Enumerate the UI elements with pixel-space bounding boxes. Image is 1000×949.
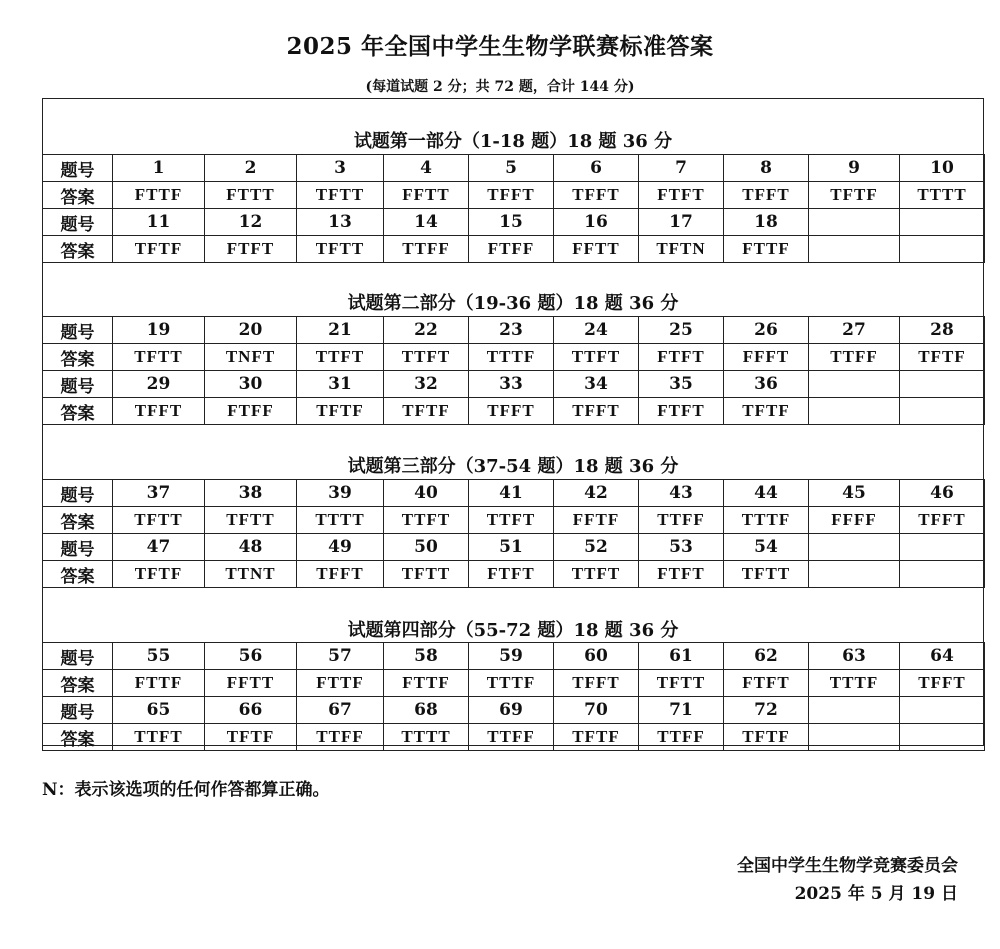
question-number xyxy=(809,534,900,561)
answer-cell: FFTT xyxy=(205,670,297,697)
answer-cell: FTTF xyxy=(297,670,384,697)
question-number: 45 xyxy=(809,480,900,507)
question-number: 42 xyxy=(554,480,639,507)
question-number: 7 xyxy=(639,155,724,182)
answer-cell: TTFF xyxy=(639,724,724,751)
answer-cell: FTTF xyxy=(113,182,205,209)
question-number: 66 xyxy=(205,697,297,724)
question-number: 10 xyxy=(900,155,985,182)
question-number xyxy=(900,534,985,561)
question-number xyxy=(809,209,900,236)
answer-cell: FFTT xyxy=(554,236,639,263)
answer-cell: TFTT xyxy=(724,561,809,588)
question-number: 60 xyxy=(554,643,639,670)
question-number: 20 xyxy=(205,317,297,344)
question-number: 17 xyxy=(639,209,724,236)
answer-cell: TTTT xyxy=(384,724,469,751)
answer-label: 答案 xyxy=(43,236,113,263)
question-number: 43 xyxy=(639,480,724,507)
answer-cell: FTFF xyxy=(205,398,297,425)
table-row xyxy=(43,561,985,588)
question-number xyxy=(900,209,985,236)
question-number: 40 xyxy=(384,480,469,507)
question-number: 65 xyxy=(113,697,205,724)
answer-cell: TTFT xyxy=(384,507,469,534)
answer-cell: TTTF xyxy=(469,344,554,371)
answer-cell: TFTF xyxy=(809,182,900,209)
qnum-label: 题号 xyxy=(43,155,113,182)
qnum-label: 题号 xyxy=(43,480,113,507)
section-4-title: 试题第四部分（55-72 题）18 题 36 分 xyxy=(347,620,679,641)
question-number: 54 xyxy=(724,534,809,561)
answer-cell: FTFF xyxy=(469,236,554,263)
question-number: 36 xyxy=(724,371,809,398)
table-row xyxy=(43,155,985,182)
section-1-table xyxy=(42,154,985,263)
question-number: 27 xyxy=(809,317,900,344)
table-row xyxy=(43,670,985,697)
answer-cell: TFTF xyxy=(113,236,205,263)
answer-cell: TTFF xyxy=(384,236,469,263)
answer-cell: TTFF xyxy=(297,724,384,751)
section-2-table xyxy=(42,316,985,425)
answer-cell: TFTF xyxy=(724,724,809,751)
answer-cell xyxy=(809,561,900,588)
answer-cell: TFTT xyxy=(639,670,724,697)
answer-cell: TFFT xyxy=(113,398,205,425)
question-number: 62 xyxy=(724,643,809,670)
question-number: 57 xyxy=(297,643,384,670)
question-number: 67 xyxy=(297,697,384,724)
answer-label: 答案 xyxy=(43,670,113,697)
section-3-table xyxy=(42,479,985,588)
question-number: 9 xyxy=(809,155,900,182)
question-number: 5 xyxy=(469,155,554,182)
table-row xyxy=(43,724,985,751)
answer-cell: FFTT xyxy=(384,182,469,209)
question-number: 14 xyxy=(384,209,469,236)
question-number: 21 xyxy=(297,317,384,344)
answer-cell xyxy=(900,236,985,263)
question-number: 4 xyxy=(384,155,469,182)
question-number: 6 xyxy=(554,155,639,182)
answer-cell: TTFT xyxy=(469,507,554,534)
question-number: 44 xyxy=(724,480,809,507)
section-3-title: 试题第三部分（37-54 题）18 题 36 分 xyxy=(347,456,679,477)
question-number: 38 xyxy=(205,480,297,507)
table-row xyxy=(43,697,985,724)
answer-cell xyxy=(809,724,900,751)
question-number: 47 xyxy=(113,534,205,561)
answer-cell: TFTT xyxy=(205,507,297,534)
answer-cell: TFTT xyxy=(297,236,384,263)
section-2-title: 试题第二部分（19-36 题）18 题 36 分 xyxy=(347,293,679,314)
answer-cell: TFTT xyxy=(113,344,205,371)
page-title: 2025 年全国中学生生物学联赛标准答案 xyxy=(286,33,714,60)
answer-cell: TNFT xyxy=(205,344,297,371)
question-number: 8 xyxy=(724,155,809,182)
answer-cell xyxy=(900,724,985,751)
question-number: 49 xyxy=(297,534,384,561)
question-number: 59 xyxy=(469,643,554,670)
answer-cell: TFFT xyxy=(554,182,639,209)
qnum-label: 题号 xyxy=(43,534,113,561)
answer-cell: TTFT xyxy=(554,561,639,588)
table-row xyxy=(43,480,985,507)
answer-cell: TFFT xyxy=(900,670,985,697)
table-row xyxy=(43,398,985,425)
question-number: 11 xyxy=(113,209,205,236)
answer-cell: TFFT xyxy=(900,507,985,534)
answer-cell: FFFT xyxy=(724,344,809,371)
answer-cell: TTTF xyxy=(724,507,809,534)
answer-cell: FTFT xyxy=(469,561,554,588)
question-number: 24 xyxy=(554,317,639,344)
question-number: 68 xyxy=(384,697,469,724)
question-number: 48 xyxy=(205,534,297,561)
answer-cell: TFTF xyxy=(113,561,205,588)
question-number: 22 xyxy=(384,317,469,344)
table-row xyxy=(43,209,985,236)
signature-date: 2025 年 5 月 19 日 xyxy=(794,884,958,904)
answer-cell: FTTF xyxy=(113,670,205,697)
answer-cell xyxy=(900,398,985,425)
answer-cell: TFTT xyxy=(297,182,384,209)
question-number: 34 xyxy=(554,371,639,398)
answer-cell: TFFT xyxy=(724,182,809,209)
question-number: 31 xyxy=(297,371,384,398)
question-number xyxy=(900,371,985,398)
answer-cell: TFTT xyxy=(113,507,205,534)
question-number: 55 xyxy=(113,643,205,670)
question-number: 51 xyxy=(469,534,554,561)
answer-cell xyxy=(809,236,900,263)
answer-cell: TFTF xyxy=(384,398,469,425)
question-number: 13 xyxy=(297,209,384,236)
question-number: 50 xyxy=(384,534,469,561)
question-number: 32 xyxy=(384,371,469,398)
answer-cell: FTFT xyxy=(205,236,297,263)
qnum-label: 题号 xyxy=(43,697,113,724)
question-number: 70 xyxy=(554,697,639,724)
question-number xyxy=(900,697,985,724)
section-4-table xyxy=(42,642,985,751)
answer-cell: FFFF xyxy=(809,507,900,534)
answer-label: 答案 xyxy=(43,344,113,371)
answer-cell: TFTF xyxy=(900,344,985,371)
page-subtitle: (每道试题 2 分；共 72 题，合计 144 分) xyxy=(365,79,635,95)
question-number: 53 xyxy=(639,534,724,561)
answer-cell xyxy=(900,561,985,588)
section-1-title: 试题第一部分（1-18 题）18 题 36 分 xyxy=(353,131,673,152)
answer-label: 答案 xyxy=(43,561,113,588)
question-number: 18 xyxy=(724,209,809,236)
answer-table-frame xyxy=(42,98,984,750)
answer-cell: TFTF xyxy=(205,724,297,751)
question-number: 61 xyxy=(639,643,724,670)
answer-cell: FTFT xyxy=(724,670,809,697)
qnum-label: 题号 xyxy=(43,317,113,344)
question-number: 28 xyxy=(900,317,985,344)
answer-cell: TTTF xyxy=(809,670,900,697)
answer-cell: TTFF xyxy=(469,724,554,751)
question-number: 52 xyxy=(554,534,639,561)
qnum-label: 题号 xyxy=(43,643,113,670)
question-number xyxy=(809,371,900,398)
answer-cell: TFTT xyxy=(384,561,469,588)
footnote: N：表示该选项的任何作答都算正确。 xyxy=(42,780,330,800)
answer-cell xyxy=(809,398,900,425)
question-number: 1 xyxy=(113,155,205,182)
question-number: 58 xyxy=(384,643,469,670)
signature-org: 全国中学生生物学竞赛委员会 xyxy=(737,856,958,876)
answer-cell: TTFF xyxy=(639,507,724,534)
question-number: 12 xyxy=(205,209,297,236)
answer-cell: FTTF xyxy=(384,670,469,697)
answer-cell: TFFT xyxy=(469,182,554,209)
table-row xyxy=(43,507,985,534)
answer-cell: TTTF xyxy=(469,670,554,697)
answer-cell: FTTT xyxy=(205,182,297,209)
table-row xyxy=(43,182,985,209)
question-number: 69 xyxy=(469,697,554,724)
answer-cell: TTFT xyxy=(113,724,205,751)
question-number: 71 xyxy=(639,697,724,724)
question-number: 72 xyxy=(724,697,809,724)
question-number: 29 xyxy=(113,371,205,398)
question-number: 26 xyxy=(724,317,809,344)
answer-cell: TTFT xyxy=(384,344,469,371)
signature-block xyxy=(737,852,958,908)
answer-cell: TTFF xyxy=(809,344,900,371)
answer-cell: TFFT xyxy=(469,398,554,425)
question-number: 3 xyxy=(297,155,384,182)
table-row xyxy=(43,643,985,670)
question-number: 39 xyxy=(297,480,384,507)
answer-cell: FTFT xyxy=(639,398,724,425)
question-number: 46 xyxy=(900,480,985,507)
question-number: 37 xyxy=(113,480,205,507)
question-number: 15 xyxy=(469,209,554,236)
answer-cell: TFTF xyxy=(554,724,639,751)
question-number: 16 xyxy=(554,209,639,236)
question-number: 64 xyxy=(900,643,985,670)
answer-cell: FTFT xyxy=(639,182,724,209)
answer-cell: TFTF xyxy=(724,398,809,425)
answer-cell: FFTF xyxy=(554,507,639,534)
answer-cell: FTFT xyxy=(639,344,724,371)
answer-label: 答案 xyxy=(43,507,113,534)
question-number: 23 xyxy=(469,317,554,344)
answer-cell: TTTT xyxy=(900,182,985,209)
answer-cell: TTNT xyxy=(205,561,297,588)
answer-cell: FTTF xyxy=(724,236,809,263)
answer-label: 答案 xyxy=(43,724,113,751)
question-number: 63 xyxy=(809,643,900,670)
table-row xyxy=(43,344,985,371)
table-row xyxy=(43,371,985,398)
answer-cell: TFTN xyxy=(639,236,724,263)
answer-cell: TFFT xyxy=(554,398,639,425)
question-number: 2 xyxy=(205,155,297,182)
table-row xyxy=(43,534,985,561)
answer-cell: TFTF xyxy=(297,398,384,425)
question-number: 25 xyxy=(639,317,724,344)
answer-cell: TFFT xyxy=(554,670,639,697)
question-number: 56 xyxy=(205,643,297,670)
question-number: 19 xyxy=(113,317,205,344)
table-row xyxy=(43,236,985,263)
answer-cell: TTTT xyxy=(297,507,384,534)
answer-label: 答案 xyxy=(43,398,113,425)
question-number: 41 xyxy=(469,480,554,507)
question-number: 30 xyxy=(205,371,297,398)
answer-cell: TFFT xyxy=(297,561,384,588)
answer-cell: TTFT xyxy=(554,344,639,371)
qnum-label: 题号 xyxy=(43,371,113,398)
qnum-label: 题号 xyxy=(43,209,113,236)
answer-cell: TTFT xyxy=(297,344,384,371)
question-number: 33 xyxy=(469,371,554,398)
answer-label: 答案 xyxy=(43,182,113,209)
table-row xyxy=(43,317,985,344)
answer-cell: FTFT xyxy=(639,561,724,588)
question-number: 35 xyxy=(639,371,724,398)
question-number xyxy=(809,697,900,724)
